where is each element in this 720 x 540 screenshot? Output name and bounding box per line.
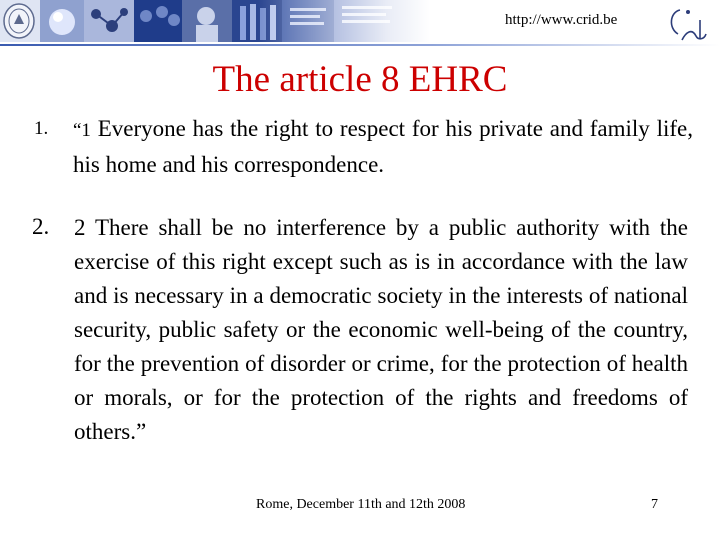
list-item-text bbox=[73, 112, 693, 182]
header-divider bbox=[0, 44, 720, 46]
list-item-body: Everyone has the right to respect for his private and family life, his home and his correspondence. bbox=[73, 116, 693, 177]
crid-logo-icon bbox=[660, 4, 710, 44]
banner-fade bbox=[0, 0, 430, 42]
list-item-text: 2 There shall be no interference by a public authority with the exercise of this right except such as is in accordance with the law and is necessary in a democratic society in the interests of national security, public safety or the economic well-being of the country, for the prevention of disorder or crime, for the protection of health or morals, or for the protection of the rights and freedoms of others.” bbox=[74, 215, 688, 444]
list-item-number: 1. bbox=[34, 118, 49, 139]
quote-open: “1 bbox=[73, 120, 91, 141]
page-number: 7 bbox=[651, 497, 658, 512]
slide-title: The article 8 EHRC bbox=[212, 59, 508, 100]
website-url: http://www.crid.be bbox=[505, 12, 618, 28]
header-banner bbox=[0, 0, 430, 42]
list-item-number: 2. bbox=[32, 214, 50, 239]
footer-text: Rome, December 11th and 12th 2008 bbox=[256, 497, 466, 512]
seal-logo-icon bbox=[2, 2, 36, 40]
